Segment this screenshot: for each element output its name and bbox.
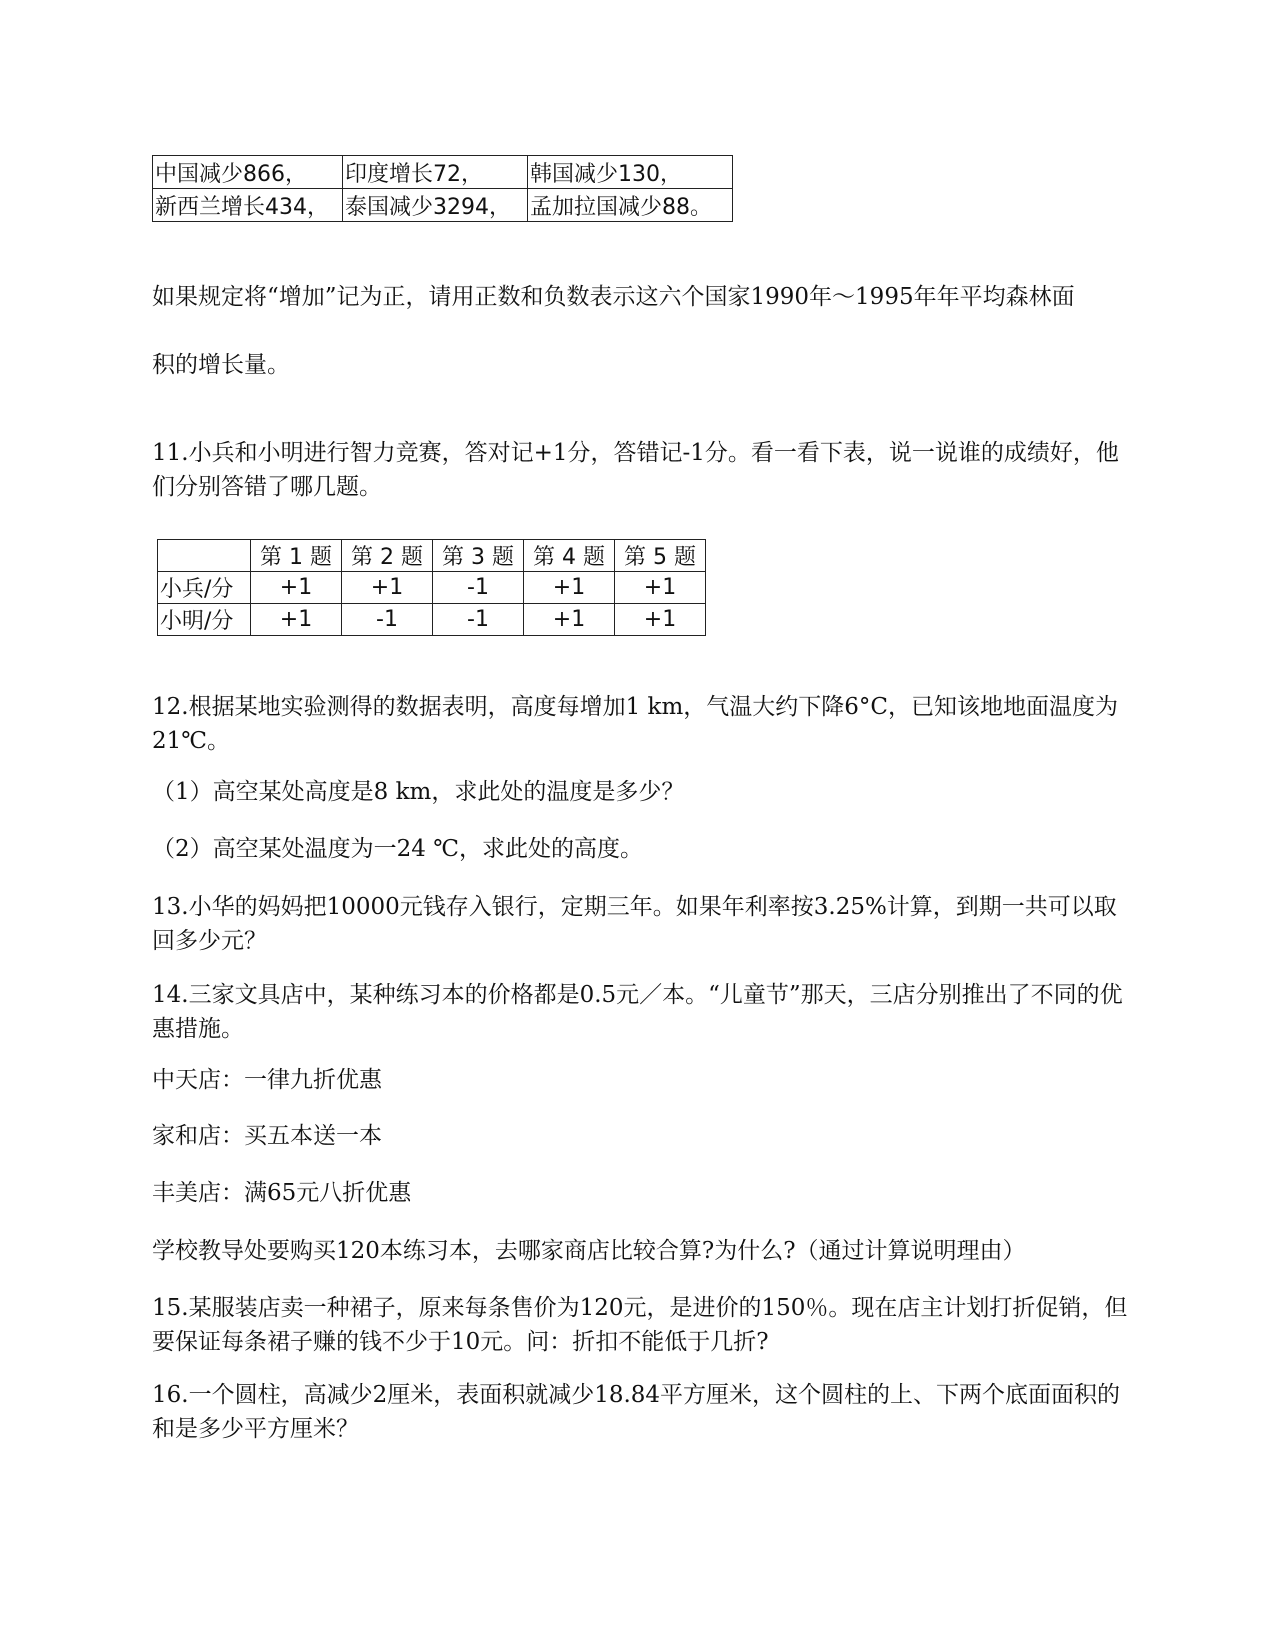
q11-text: 11.小兵和小明进行智力竞赛，答对记+1分，答错记-1分。看一看下表，说一说谁的成绩好，他们分别答错了哪几题。 (152, 440, 1119, 500)
table-cell: -1 (433, 572, 524, 604)
table-row (153, 189, 733, 222)
table-cell: 印度增长72， (343, 156, 528, 189)
table-cell: +1 (615, 572, 706, 604)
q12-sub1: （1）高空某处高度是8 km，求此处的温度是多少？ (152, 779, 685, 805)
table-header-cell: 第 1 题 (251, 540, 342, 572)
table-cell: +1 (524, 572, 615, 604)
table-cell: +1 (251, 572, 342, 604)
q12-text: 12.根据某地实验测得的数据表明，高度每增加1 km，气温大约下降6°C，已知该地地面温度为21℃。 (152, 694, 1118, 754)
table-cell: +1 (342, 572, 433, 604)
q10-text-line1: 如果规定将“增加”记为正，请用正数和负数表示这六个国家1990年～1995年年平均森林面 (152, 284, 1075, 310)
q13-text: 13.小华的妈妈把10000元钱存入银行，定期三年。如果年利率按3.25%计算，到期一共可以取回多少元？ (152, 894, 1117, 954)
table-row (158, 604, 706, 636)
q14-store-zhongtian: 中天店：一律九折优惠 (152, 1067, 382, 1093)
q10-text-line2: 积的增长量。 (152, 352, 290, 378)
forest-change-table (152, 155, 733, 222)
table-cell: +1 (524, 604, 615, 636)
quiz-score-table (157, 539, 706, 636)
row-label: 小兵/分 (158, 572, 251, 604)
table-header-row (158, 540, 706, 572)
table-cell: -1 (433, 604, 524, 636)
q16-text: 16.一个圆柱，高减少2厘米，表面积就减少18.84平方厘米，这个圆柱的上、下两个底面面积的和是多少平方厘米？ (152, 1382, 1121, 1442)
table-header-cell: 第 2 题 (342, 540, 433, 572)
table-cell: 中国减少866， (153, 156, 343, 189)
table-row (158, 572, 706, 604)
q14-store-fengmei: 丰美店：满65元八折优惠 (152, 1180, 412, 1206)
table-header-cell: 第 4 题 (524, 540, 615, 572)
q14-question: 学校教导处要购买120本练习本，去哪家商店比较合算?为什么?（通过计算说明理由） (152, 1238, 1026, 1264)
q14-store-jiahe: 家和店：买五本送一本 (152, 1123, 382, 1149)
table-row (153, 156, 733, 189)
table-cell: +1 (615, 604, 706, 636)
table-header-cell (158, 540, 251, 572)
q12-sub2: （2）高空某处温度为一24 ℃，求此处的高度。 (152, 836, 643, 862)
table-cell: 孟加拉国减少88。 (528, 189, 733, 222)
table-cell: +1 (251, 604, 342, 636)
q14-text: 14.三家文具店中，某种练习本的价格都是0.5元／本。“儿童节”那天，三店分别推出了不同的优惠措施。 (152, 982, 1123, 1042)
table-cell: 新西兰增长434， (153, 189, 343, 222)
table-cell: 韩国减少130， (528, 156, 733, 189)
table-cell: -1 (342, 604, 433, 636)
q15-text: 15.某服装店卖一种裙子，原来每条售价为120元，是进价的150％。现在店主计划打折促销，但要保证每条裙子赚的钱不少于10元。问：折扣不能低于几折? (152, 1295, 1128, 1355)
table-header-cell: 第 5 题 (615, 540, 706, 572)
table-cell: 泰国减少3294， (343, 189, 528, 222)
row-label: 小明/分 (158, 604, 251, 636)
table-header-cell: 第 3 题 (433, 540, 524, 572)
